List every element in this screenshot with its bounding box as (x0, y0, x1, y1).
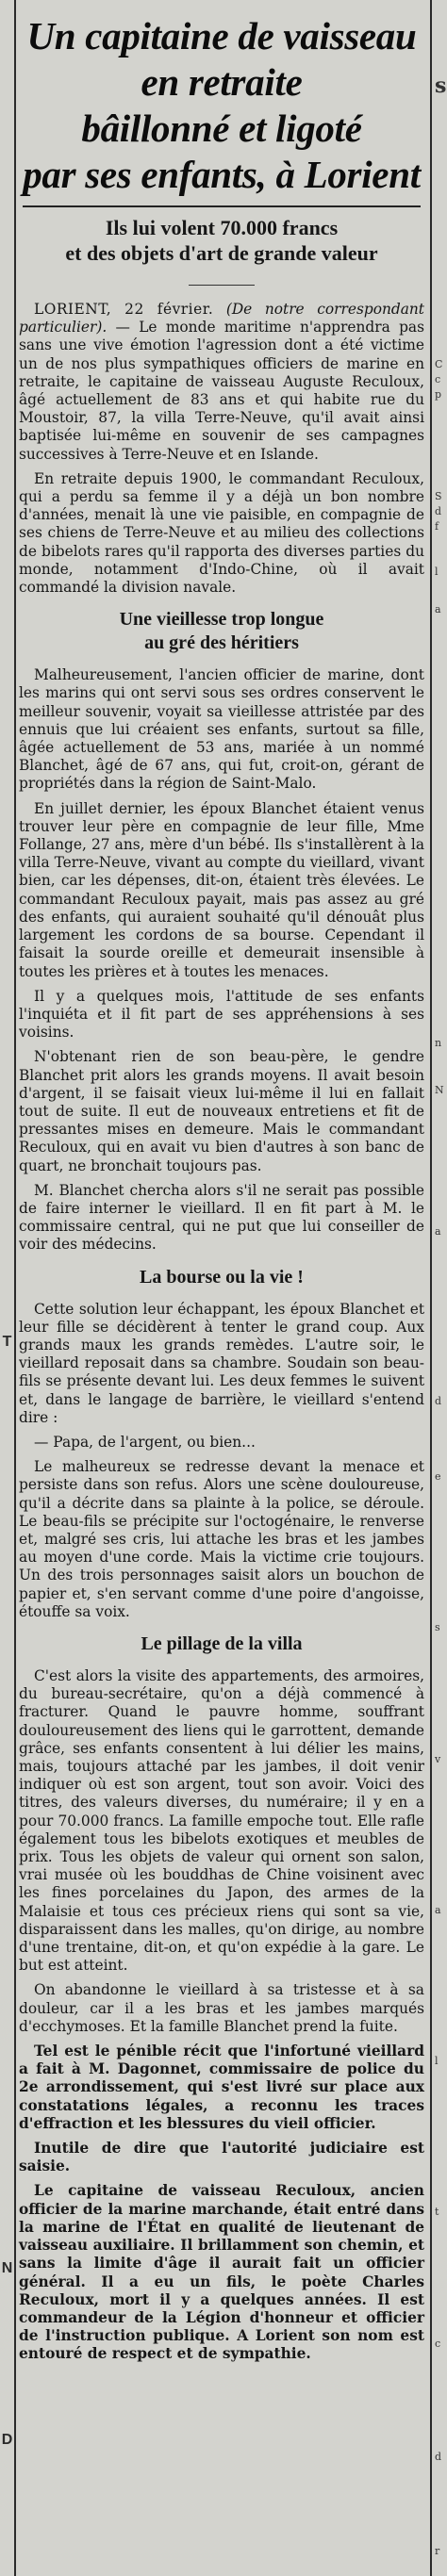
headline (19, 13, 424, 198)
paragraph: Cette solution leur échappant, les époux Blanchet et leur fille se décidèrent à tenter le grand coup. Aux grands maux les grands remèdes. L'autre soir, le vieillard reposait dans sa chambre. Soudain son beau-fils se présente devant lui. Les deux femmes le suivent et, dans le langage de barrière, le vieillard s'entend dire : (19, 1300, 424, 1426)
edge-letter: n (435, 1037, 442, 1049)
edge-letter: s (435, 74, 447, 98)
dateline: LORIENT, 22 février. (34, 301, 214, 318)
edge-letter: c (435, 373, 441, 386)
deck-line: Ils lui volent 70.000 francs (105, 216, 339, 239)
edge-letter: f (435, 520, 439, 533)
correspondent-note: (De notre correspondant particulier). (19, 301, 424, 336)
headline-line: en retraite (141, 60, 303, 104)
headline-line: Un capitaine de vaisseau (26, 14, 417, 57)
deck (19, 215, 424, 266)
subheading (19, 1633, 424, 1656)
edge-letter: d (435, 1395, 442, 1407)
paragraph: En juillet dernier, les époux Blanchet étaient venus trouver leur père en compagnie de leur fille, Mme Follange, 27 ans, mère d'un bébé. Ils s'installèrent à la villa Terre-Neuve, vivant au compte du vieillard, vivant bien, car les dépenses, dit-on, étaient très élevées. Le commandant Reculoux payait, mais pas assez au gré des enfants, qui auraient souhaité qu'il dénouât plus largement les cordons de sa bourse. Cependant il faisait la sourde oreille et demeurait insensible à toutes les prières et à toutes les menaces. (19, 799, 424, 980)
left-column-edge (0, 0, 16, 2576)
edge-letter: t (435, 2206, 439, 2218)
edge-letter: S (435, 490, 442, 502)
right-column-edge (430, 0, 447, 2576)
subheading-line: Le pillage de la villa (141, 1633, 303, 1654)
edge-letter: c (435, 2338, 441, 2350)
paragraph: M. Blanchet chercha alors s'il ne serait pas possible de faire interner le vieillard. Il en fit part à M. le commissaire central, qui ne put que lui conseiller de voir des médecins. (19, 1181, 424, 1254)
lead-paragraph (19, 301, 424, 464)
edge-letter: a (435, 1904, 441, 1916)
subheading-line: Une vieillesse trop longue (119, 609, 324, 631)
paragraph: Inutile de dire que l'autorité judiciaire est saisie. (19, 2140, 424, 2175)
paragraph: Tel est le pénible récit que l'infortuné vieillard a fait à M. Dagonnet, commissaire de police du 2e arrondissement, qui s'est livré sur place aux constatations légales, a reconnu les traces d'effraction et les blessures du vieil officier. (19, 2043, 424, 2132)
edge-letter: T (2, 1334, 12, 1350)
subheading-line: au gré des héritiers (144, 632, 299, 654)
paragraph: En retraite depuis 1900, le commandant Reculoux, qui a perdu sa femme il y a déjà un bon nombre d'années, menait là une vie paisible, en compagnie de ses chiens de Terre-Neuve et au milieu des collections de bibelots rares qu'il rapporta des diverses parties du monde, notamment d'Indo-Chine, où il avait commandé la division navale. (19, 469, 424, 597)
edge-letter: l (435, 2055, 439, 2067)
article (19, 13, 424, 2371)
paragraph: On abandonne le vieillard à sa tristesse et à sa douleur, car il a les bras et les jambes marqués d'ecchymoses. Et la famille Blanchet prend la fuite. (19, 1981, 424, 2035)
edge-letter: p (435, 388, 442, 401)
subheading (19, 1266, 424, 1289)
separator (19, 275, 424, 293)
subheading (19, 608, 424, 655)
edge-letter: r (435, 2545, 440, 2557)
edge-letter: s (435, 1621, 440, 1633)
subheading-line: La bourse ou la vie ! (140, 1266, 304, 1288)
paragraph: Le capitaine de vaisseau Reculoux, ancien officier de la marine marchande, était entré dans la marine de l'État en qualité de lieutenant de vaisseau auxiliaire. Il brillamment son chemin, et sans la limite d'âge il aurait fait un officier général. Il a eu un fils, le poète Charles Reculoux, mort il y a quelques années. Il est commandeur de la Légion d'honneur et officier de l'instruction publique. A Lorient son nom est entouré de respect et de sympathie. (19, 2182, 424, 2363)
paragraph: Le malheureux se redresse devant la menace et persiste dans son refus. Alors une scène douloureuse, qu'il a décrite dans sa plainte à la police, se déroule. Le beau-fils se précipite sur l'octogénaire, le renverse et, malgré ses cris, lui attache les bras et les jambes au moyen d'une corde. Mais la victime crie toujours. Un des trois personnages saisit alors un bouchon de papier et, s'en servant comme d'une poire d'angoisse, étouffe sa voix. (19, 1458, 424, 1620)
edge-letter: d (435, 2451, 442, 2463)
edge-letter: a (435, 1225, 441, 1238)
headline-line: bâillonné et ligoté (81, 107, 362, 150)
paragraph: Il y a quelques mois, l'attitude de ses enfants l'inquiéta et il fit part de ses appréhensions à ses voisins. (19, 987, 424, 1042)
headline-line: par ses enfants, à Lorient (23, 153, 421, 196)
paragraph: C'est alors la visite des appartements, des armoires, du bureau-secrétaire, qu'on a déjà commencé à fracturer. Quand le pauvre homme, souffrant douloureusement des liens qui le garrottent, demande grâce, ses enfants consentent à lui délier les mains, mais, toujours attaché par les jambes, il doit venir indiquer où est son argent, tout son avoir. Voici des titres, des valeurs diverses, du numéraire; il y en a pour 70.000 francs. La famille empoche tout. Elle rafle également tous les bibelots exotiques et meubles de prix. Tous les objets de valeur qui ornent son salon, vrai musée où les bouddhas de Chine voisinent avec les fines porcelaines du Japon, des armes de la Malaisie et tous ces précieux riens qui sont sa vie, disparaissent dans les malles, qu'on dirige, au nombre d'une trentaine, dit-on, et qu'on expédie à la gare. Le but est atteint. (19, 1667, 424, 1975)
edge-letter: C (435, 358, 443, 370)
headline-rule (23, 205, 421, 207)
edge-letter: N (435, 1084, 444, 1096)
paragraph-text: — Le monde maritime n'apprendra pas sans une vive émotion l'agression dont a été victime un de nos plus sympathiques officiers de marine en retraite, le capitaine de vaisseau Auguste Reculoux, âgé actuellement de 83 ans et qui habite rue du Moustoir, 87, la villa Terre-Neuve, qu'il avait ainsi baptisée lui-même en souvenir de ses campagnes successives à Terre-Neuve et en Islande. (19, 319, 424, 463)
edge-letter: d (435, 505, 442, 517)
paragraph: Malheureusement, l'ancien officier de marine, dont les marins qui ont servi sous ses ordres conservent le meilleur souvenir, voyait sa vieillesse attristée par des ennuis que lui créaient ses enfants, surtout sa fille, âgée actuellement de 53 ans, mariée à un nommé Blanchet, âgé de 67 ans, qui fut, croit-on, gérant de propriétés dans la région de Saint-Malo. (19, 666, 424, 793)
article-body (19, 301, 424, 2364)
paragraph: N'obtenant rien de son beau-père, le gendre Blanchet prit alors les grands moyens. Il avait besoin d'argent, il se faisait vieux lui-même il lui en fallait tout de suite. Il eut de nouveaux entretiens et fit de pressantes mises en demeure. Mais le commandant Reculoux, qui en avait vu bien d'autres à son banc de quart, ne bronchait toujours pas. (19, 1048, 424, 1174)
edge-letter: v (435, 1753, 441, 1765)
edge-letter: l (435, 566, 439, 578)
edge-letter: D (1, 2432, 13, 2448)
edge-letter: e (435, 1470, 441, 1483)
edge-letter: a (435, 603, 441, 615)
edge-letter: N (1, 2260, 13, 2276)
deck-line: et des objets d'art de grande valeur (65, 241, 378, 265)
paragraph: — Papa, de l'argent, ou bien... (34, 1433, 256, 1451)
